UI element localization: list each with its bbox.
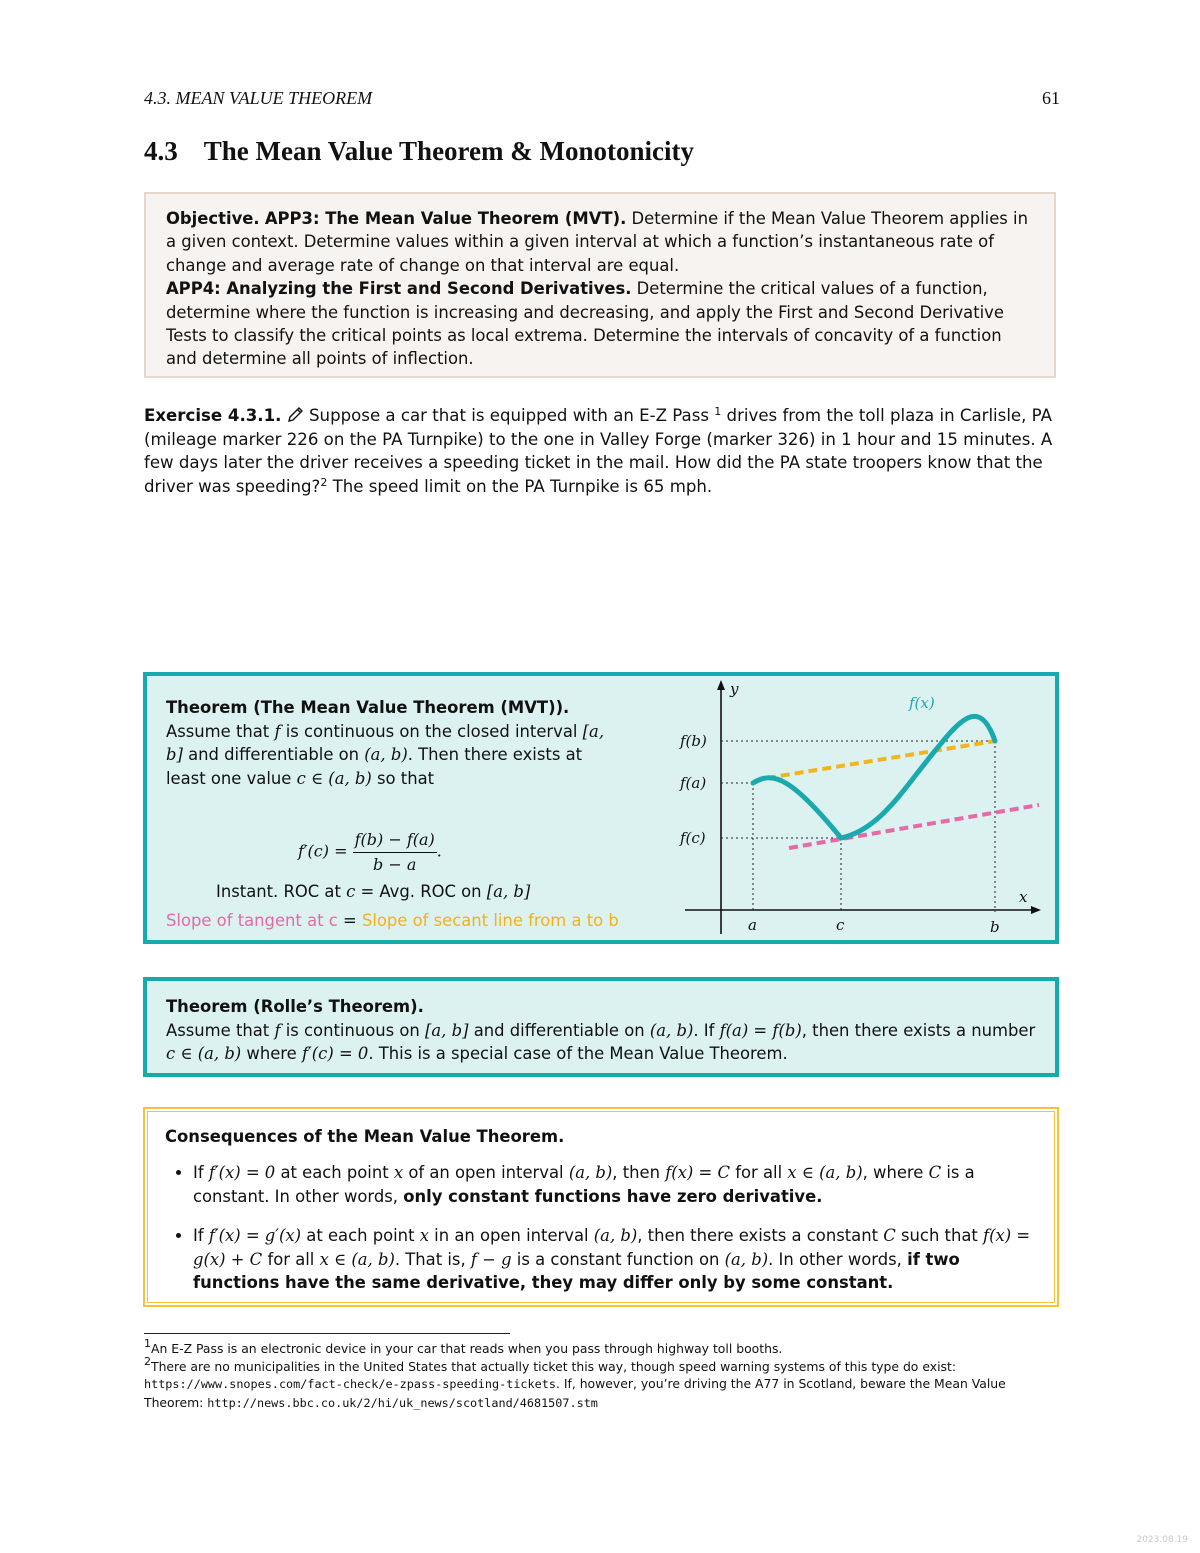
math-open-interval: (a, b) (364, 745, 408, 765)
equation-fraction (353, 828, 437, 876)
item-emphasis: only constant functions have zero derivative. (403, 1186, 823, 1206)
roc-line (216, 880, 530, 904)
item-text: such that (895, 1226, 984, 1246)
app3-text: Determine if the Mean Value Theorem applies in a given context. Determine values within a given interval at which a function’s instantaneous rate of change and average rate of change on that interval are equal. (166, 209, 1028, 275)
equation-lhs: f′(c) = (298, 841, 348, 861)
section-title-text: The Mean Value Theorem & Monotonicity (203, 136, 694, 166)
exercise-label: Exercise 4.3.1. (144, 406, 282, 425)
list-item (193, 1224, 1037, 1294)
fraction-denominator: b − a (373, 854, 417, 874)
c-tick-label: c (836, 916, 845, 934)
footnote-number: 2 (144, 1354, 151, 1368)
snopes-link[interactable]: https://www.snopes.com/fact-check/e-zpass-speeding-tickets (144, 1377, 556, 1391)
math-derivative-zero: f′(c) = 0 (301, 1044, 369, 1064)
slope-tangent-text: Slope of tangent at c (166, 911, 338, 930)
fraction-numerator: f(b) − f(a) (353, 828, 437, 853)
consequences-list (165, 1161, 1037, 1294)
footnote-ref-2[interactable]: 2 (320, 475, 328, 489)
tangent-line (789, 805, 1039, 848)
item-text: for all (262, 1249, 320, 1269)
x-axis-label: x (1019, 888, 1028, 906)
bbc-link[interactable]: http://news.bbc.co.uk/2/hi/uk_news/scotland/4681507.stm (207, 1395, 598, 1410)
math: x ∈ (a, b) (319, 1249, 395, 1269)
item-text: at each point (301, 1226, 420, 1246)
exercise-text-2: drives from the toll plaza in Carlisle, PA (mileage marker 226 on the PA Turnpike) to the one in Valley Forge (marker 326) in 1 hour and 15 minutes. A few days later the driver receives a speeding ticket in the mail. How did the PA state troopers know that the driver was speeding? (144, 406, 1053, 496)
footnote-text: There are no municipalities in the United States that actually ticket this way, though speed warning systems of this type do exist: (151, 1358, 956, 1374)
item-text: at each point (275, 1163, 394, 1183)
mvt-text: and differentiable on (182, 745, 365, 765)
math-closed-interval: [a, b] (425, 1020, 469, 1040)
footnote-text: . If, however, you’re driving the A77 in Scotland, beware the Mean Value Theorem: (144, 1376, 1006, 1410)
math: x (393, 1163, 404, 1183)
y-axis-arrow (717, 680, 725, 690)
exercise-text-1: Suppose a car that is equipped with an E-Z Pass (303, 406, 709, 425)
math: (a, b) (724, 1249, 769, 1269)
app4-text: Determine the critical values of a function, determine where the function is increasing and decreasing, and apply the First and Second Derivative Tests to classify the critical points as local extrema. Determine the intervals of concavity of a function and determine all points of inflection. (166, 279, 1004, 369)
footnote-1 (144, 1337, 1060, 1358)
page-number: 61 (1042, 88, 1060, 108)
consequences-box (143, 1107, 1059, 1307)
math-closed-interval: [a, b] (166, 721, 605, 765)
footnote-2 (144, 1354, 1060, 1413)
rolle-title: Theorem (Rolle’s Theorem). (166, 997, 424, 1016)
footnote-number: 1 (144, 1337, 151, 1350)
math-f: f (274, 721, 281, 741)
app3-title: APP3: The Mean Value Theorem (MVT). (264, 209, 627, 228)
exercise-text-3: The speed limit on the PA Turnpike is 65 mph. (327, 476, 713, 496)
math: C (928, 1163, 942, 1183)
item-text: . In other words, (768, 1249, 908, 1269)
fb-label: f(b) (680, 732, 707, 750)
item-text: , then there exists a constant (637, 1226, 884, 1246)
math: (a, b) (593, 1226, 638, 1246)
rolle-theorem-box (143, 977, 1059, 1077)
section-title (144, 136, 694, 167)
slope-line (166, 909, 619, 933)
x-axis-arrow (1031, 906, 1041, 914)
item-text: If (193, 1163, 209, 1183)
mvt-text: Assume that (166, 721, 275, 741)
footnote-rule (144, 1333, 510, 1334)
fa-label: f(a) (680, 774, 707, 792)
item-text: for all (730, 1163, 788, 1183)
math-open-interval: (a, b) (649, 1020, 694, 1040)
equation-period: . (436, 841, 442, 861)
secant-line (767, 741, 995, 778)
math: C (883, 1226, 896, 1246)
consequences-title: Consequences of the Mean Value Theorem. (165, 1127, 565, 1146)
item-text: , then (612, 1163, 666, 1183)
footnote-ref-1[interactable]: 1 (714, 405, 722, 418)
math-c: c (346, 882, 356, 901)
item-text: is a constant function on (511, 1249, 725, 1269)
equals-sign: = (337, 911, 362, 930)
fc-label: f(c) (680, 829, 706, 847)
rolle-text: , then there exists a number (801, 1020, 1036, 1040)
math-f: f (274, 1020, 281, 1040)
running-header (144, 88, 1060, 109)
rolle-text: . This is a special case of the Mean Value Theorem. (368, 1044, 788, 1064)
math-closed-interval: [a, b] (486, 882, 531, 901)
item-text: is a constant. In other words, (193, 1163, 975, 1206)
b-tick-label: b (990, 918, 1000, 936)
math-c-in-interval: c ∈ (a, b) (296, 768, 372, 788)
curve-label: f(x) (909, 694, 935, 712)
mvt-theorem-box (143, 672, 1059, 944)
mvt-graph (677, 676, 1057, 944)
math: f(x) = g(x) + C (193, 1226, 1031, 1269)
math: x (419, 1226, 429, 1246)
item-emphasis: if two functions have the same derivative, they may differ only by some constant. (193, 1249, 960, 1293)
math: f′(x) = g′(x) (208, 1226, 302, 1246)
rolle-text: . If (693, 1020, 720, 1040)
mvt-text: . Then there exists at least one value (166, 745, 583, 788)
math-condition: f(a) = f(b) (719, 1020, 802, 1040)
rolle-text: where (241, 1044, 302, 1064)
rolle-text: Assume that (166, 1020, 275, 1040)
math: f′(x) = 0 (208, 1163, 276, 1183)
math: x ∈ (a, b) (787, 1163, 863, 1183)
objective-label: Objective. (166, 209, 260, 228)
item-text: . That is, (394, 1249, 471, 1269)
mvt-text: so that (371, 768, 435, 788)
item-text: of an open interval (403, 1163, 569, 1183)
mvt-statement (166, 696, 619, 930)
mvt-text: is continuous on the closed interval (280, 721, 583, 741)
section-number: 4.3 (144, 136, 178, 166)
pencil-icon (287, 406, 304, 423)
a-tick-label: a (748, 916, 757, 934)
y-axis-label: y (730, 680, 739, 698)
item-text: If (193, 1226, 209, 1246)
footnotes (144, 1337, 1060, 1412)
app4-title: APP4: Analyzing the First and Second Derivatives. (166, 279, 632, 299)
mvt-equation (298, 828, 442, 876)
item-text: , where (862, 1163, 929, 1183)
objective-box (144, 192, 1056, 378)
math: f − g (470, 1249, 512, 1269)
mvt-title: Theorem (The Mean Value Theorem (MVT)). (166, 698, 570, 717)
rolle-text: is continuous on (280, 1020, 426, 1040)
date-watermark: 2023.08.19 (1136, 1535, 1188, 1545)
roc-text: = Avg. ROC on (355, 882, 487, 901)
rolle-text: and differentiable on (468, 1020, 650, 1040)
exercise-paragraph (144, 404, 1060, 498)
item-text: in an open interval (428, 1226, 594, 1246)
list-item (193, 1161, 1037, 1208)
slope-secant-text: Slope of secant line from a to b (361, 911, 619, 930)
roc-text: Instant. ROC at (216, 882, 347, 901)
running-title: 4.3. MEAN VALUE THEOREM (144, 88, 373, 108)
math-c-in-interval: c ∈ (a, b) (166, 1044, 242, 1064)
math: (a, b) (568, 1163, 613, 1183)
footnote-text: An E-Z Pass is an electronic device in your car that reads when you pass through highway toll booths. (151, 1341, 783, 1356)
math: f(x) = C (665, 1163, 731, 1183)
